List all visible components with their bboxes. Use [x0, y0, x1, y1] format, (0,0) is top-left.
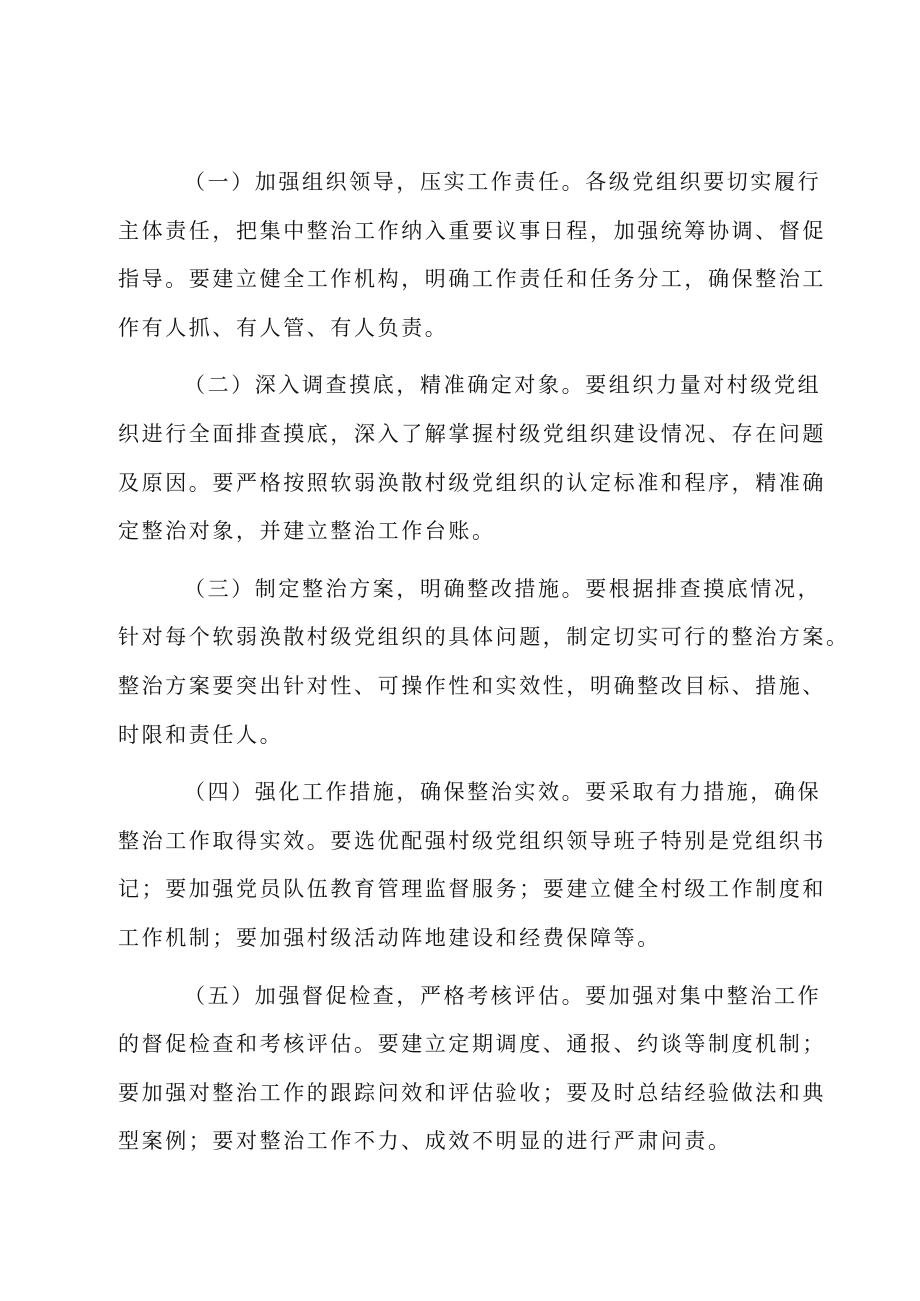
paragraph-5 [118, 972, 826, 1166]
paragraph-line: 针对每个软弱涣散村级党组织的具体问题，制定切实可行的整治方案。 [118, 625, 850, 650]
paragraph-line: 作有人抓、有人管、有人负责。 [118, 315, 449, 340]
document-body [118, 158, 850, 1175]
paragraph-line: （二）深入调查摸底，精准确定对象。要组织力量对村级党组 [184, 373, 822, 398]
paragraph-line: 要加强对整治工作的跟踪问效和评估验收；要及时总结经验做法和典 [118, 1080, 826, 1105]
paragraph-line: 工作机制；要加强村级活动阵地建设和经费保障等。 [118, 925, 661, 950]
paragraph-1 [118, 158, 826, 352]
paragraph-line: （五）加强督促检查，严格考核评估。要加强对集中整治工作 [184, 983, 822, 1008]
paragraph-line: 型案例；要对整治工作不力、成效不明显的进行严肃问责。 [118, 1129, 732, 1154]
paragraph-line: 整治工作取得实效。要选优配强村级党组织领导班子特别是党组织书 [118, 828, 826, 853]
paragraph-line: 的督促检查和考核评估。要建立定期调度、通报、约谈等制度机制； [118, 1032, 826, 1057]
paragraph-line: 及原因。要严格按照软弱涣散村级党组织的认定标准和程序，精准确 [118, 470, 826, 495]
paragraph-line: 指导。要建立健全工作机构，明确工作责任和任务分工，确保整治工 [118, 267, 826, 292]
paragraph-line: （四）强化工作措施，确保整治实效。要采取有力措施，确保 [184, 780, 822, 805]
paragraph-4 [118, 768, 826, 962]
paragraph-line: 记；要加强党员队伍教育管理监督服务；要建立健全村级工作制度和 [118, 877, 826, 902]
paragraph-line: （一）加强组织领导，压实工作责任。各级党组织要切实履行 [184, 170, 822, 194]
paragraph-line: （三）制定整治方案，明确整改措施。要根据排查摸底情况， [184, 576, 822, 601]
paragraph-line: 整治方案要突出针对性、可操作性和实效性，明确整改目标、措施、 [118, 673, 826, 698]
paragraph-line: 定整治对象，并建立整治工作台账。 [118, 519, 496, 544]
paragraph-3 [118, 565, 850, 759]
paragraph-2 [118, 361, 826, 555]
paragraph-line: 织进行全面排查摸底，深入了解掌握村级党组织建设情况、存在问题 [118, 421, 826, 446]
paragraph-line: 时限和责任人。 [118, 722, 284, 747]
paragraph-line: 主体责任，把集中整治工作纳入重要议事日程，加强统筹协调、督促 [118, 218, 826, 243]
